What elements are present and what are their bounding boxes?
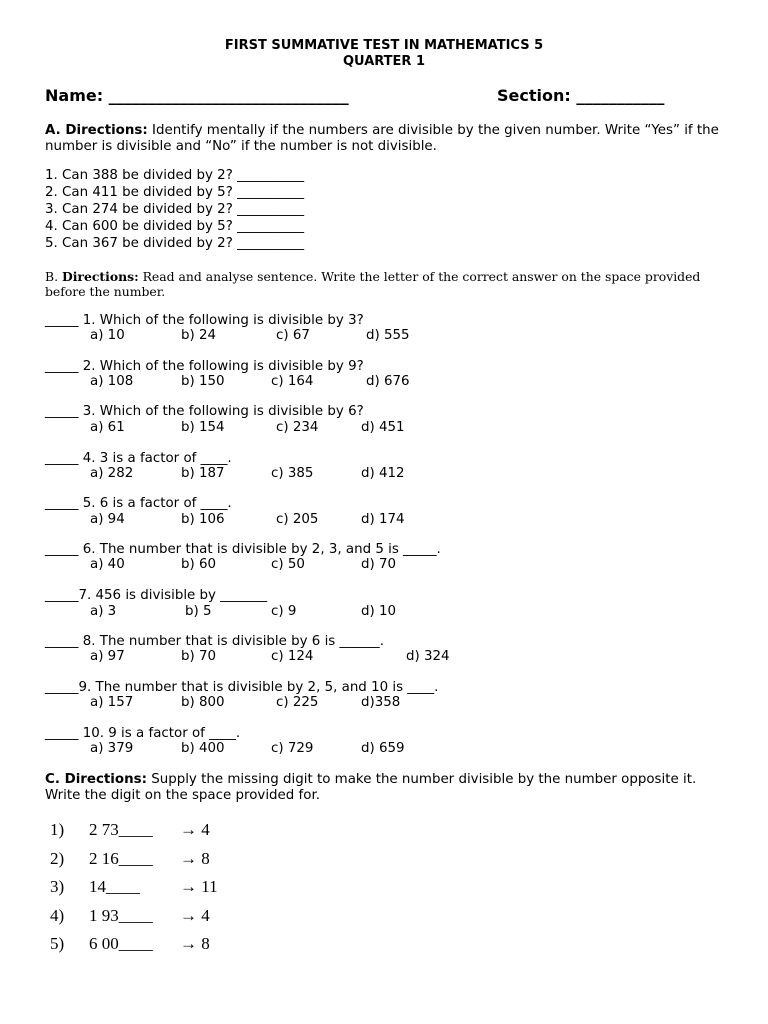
section-c-label: C. Directions: [45,772,147,787]
section-b-label: Directions: [61,269,139,284]
question-3: _____ 3. Which of the following is divisible by 6? [45,404,364,419]
q1-option-c: c) 67 [276,328,310,343]
section-c-number: 4) [50,906,65,925]
section-c-target: → 8 [180,849,210,868]
question-1: _____ 1. Which of the following is divisible by 3? [45,313,364,328]
question-6: _____ 6. The number that is divisible by 2, 3, and 5 is _____. [45,542,441,557]
question-2: _____ 2. Which of the following is divisible by 9? [45,359,364,374]
page-subtitle: QUARTER 1 [342,54,426,69]
section-a-item: 4. Can 600 be divided by 5? __________ [45,219,305,234]
q4-option-b: b) 187 [181,466,225,481]
section-b-text: Read and analyse sentence. Write the letter of the correct answer on the space provided before the number. [45,269,701,299]
question-5: _____ 5. 6 is a factor of ____. [45,496,232,511]
q6-option-a: a) 40 [90,557,125,572]
q6-option-c: c) 50 [271,557,305,572]
q1-option-b: b) 24 [181,328,217,343]
section-c-target: → 8 [180,934,210,953]
q6-option-b: b) 60 [181,557,217,572]
q6-option-d: d) 70 [361,557,397,572]
page-title: FIRST SUMMATIVE TEST IN MATHEMATICS 5 [224,38,544,53]
q8-option-b: b) 70 [181,649,217,664]
q10-option-c: c) 729 [271,741,314,756]
name-field-label: Name: ______________________________ [45,86,349,105]
q5-option-d: d) 174 [361,512,405,527]
q8-option-c: c) 124 [271,649,314,664]
section-c-value: 2 16____ [89,849,153,868]
section-c-value: 2 73____ [89,820,153,839]
question-7: _____7. 456 is divisible by _______ [45,588,268,603]
section-a-directions [45,123,735,155]
q5-option-c: c) 205 [276,512,319,527]
q9-option-b: b) 800 [181,695,225,710]
q2-option-d: d) 676 [366,374,410,389]
q2-option-a: a) 108 [90,374,134,389]
section-b-directions [45,269,735,299]
q3-option-c: c) 234 [276,420,319,435]
q8-option-d: d) 324 [406,649,450,664]
q1-option-d: d) 555 [366,328,410,343]
q9-option-d: d)358 [361,695,401,710]
section-c-number: 2) [50,849,65,868]
q5-option-b: b) 106 [181,512,225,527]
q4-option-d: d) 412 [361,466,405,481]
q3-option-b: b) 154 [181,420,225,435]
q7-option-d: d) 10 [361,604,397,619]
q9-option-a: a) 157 [90,695,134,710]
q3-option-d: d) 451 [361,420,405,435]
question-10: _____ 10. 9 is a factor of ____. [45,726,241,741]
question-4: _____ 4. 3 is a factor of ____. [45,451,232,466]
q8-option-a: a) 97 [90,649,125,664]
section-c-value: 6 00____ [89,934,153,953]
q7-option-b: b) 5 [185,604,212,619]
section-c-text: Supply the missing digit to make the number divisible by the number opposite it. Write the digit on the space provided for. [45,772,697,803]
q2-option-c: c) 164 [271,374,314,389]
section-c-number: 3) [50,877,65,896]
section-c-target: → 4 [180,820,210,839]
q7-option-c: c) 9 [271,604,297,619]
section-a-text: Identify mentally if the numbers are divisible by the given number. Write “Yes” if the number is divisible and “No” if the number is not divisible. [45,123,719,154]
q3-option-a: a) 61 [90,420,125,435]
question-9: _____9. The number that is divisible by 2, 5, and 10 is ____. [45,680,439,695]
section-a-item: 5. Can 367 be divided by 2? __________ [45,236,305,251]
q10-option-d: d) 659 [361,741,405,756]
section-c-target: → 4 [180,906,210,925]
section-c-target: → 11 [180,877,218,896]
q7-option-a: a) 3 [90,604,117,619]
q4-option-a: a) 282 [90,466,134,481]
q10-option-a: a) 379 [90,741,134,756]
section-b-prefix: B. [45,269,62,284]
q5-option-a: a) 94 [90,512,125,527]
q9-option-c: c) 225 [276,695,319,710]
section-a-label: A. Directions: [45,123,148,138]
section-a-item: 3. Can 274 be divided by 2? __________ [45,202,305,217]
q2-option-b: b) 150 [181,374,225,389]
section-field-label: Section: ___________ [497,86,665,105]
question-8: _____ 8. The number that is divisible by 6 is ______. [45,634,384,649]
section-c-number: 1) [50,820,65,839]
section-c-value: 1 93____ [89,906,153,925]
section-a-item: 1. Can 388 be divided by 2? __________ [45,168,305,183]
q1-option-a: a) 10 [90,328,125,343]
section-a-item: 2. Can 411 be divided by 5? __________ [45,185,305,200]
section-c-number: 5) [50,934,65,953]
q10-option-b: b) 400 [181,741,225,756]
section-c-value: 14____ [89,877,140,896]
q4-option-c: c) 385 [271,466,314,481]
section-c-directions [45,772,735,804]
